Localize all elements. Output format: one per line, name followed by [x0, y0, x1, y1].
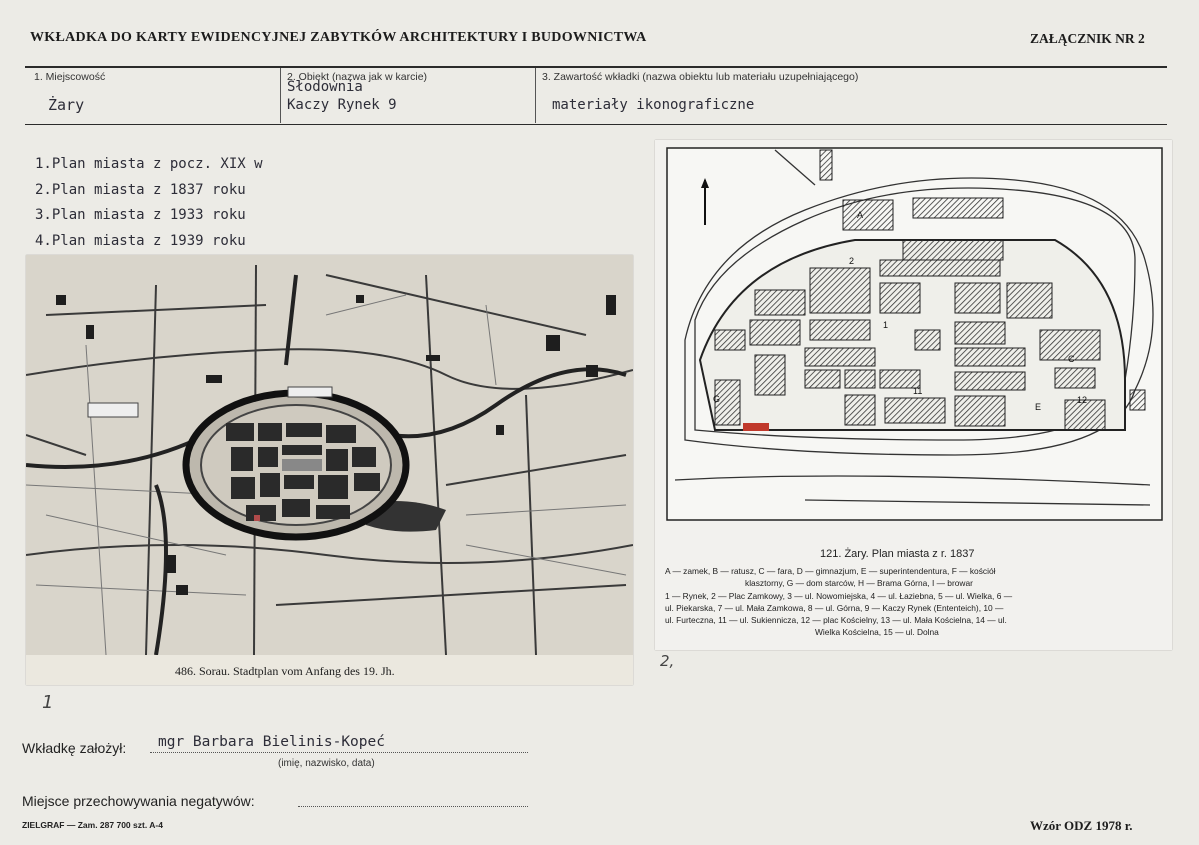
field-3-label: 3. Zawartość wkładki (nazwa obiektu lub materiału uzupełniającego) — [542, 71, 859, 83]
author-label: Wkładkę założył: — [22, 740, 127, 756]
storage-label: Miejsce przechowywania negatywów: — [22, 793, 255, 809]
svg-text:2: 2 — [849, 256, 855, 266]
svg-text:11: 11 — [913, 386, 923, 396]
plan-1837-map — [655, 140, 1172, 540]
plan-item-2: 2.Plan miasta z 1837 roku — [35, 182, 246, 198]
field-2-label: 2. Obiekt (nazwa jak w karcie) — [287, 71, 428, 83]
author-line — [150, 752, 528, 753]
legend-line-4: ul. Piekarska, 7 — ul. Mała Zamkowa, 8 — ul. Górna, 9 — Kaczy Rynek (Ententeich), 10 — — [665, 602, 1004, 613]
photo-1-number: 1 — [42, 692, 54, 713]
header-divider — [25, 66, 1167, 68]
historic-map-1 — [26, 255, 633, 685]
attachment-number: ZAŁĄCZNIK NR 2 — [1030, 31, 1145, 46]
fields-divider — [25, 124, 1167, 125]
legend-line-6: Wielka Kościelna, 15 — ul. Dolna — [815, 627, 939, 638]
svg-text:C: C — [1068, 354, 1075, 364]
map-letter-A: A — [857, 210, 864, 220]
field-3-value: materiały ikonograficzne — [552, 97, 755, 113]
photo-2-number: 2, — [660, 652, 675, 670]
svg-text:E: E — [1035, 402, 1042, 412]
map-2-legend — [665, 565, 1170, 639]
print-info: ZIELGRAF — Zam. 287 700 szt. A-4 — [22, 820, 163, 830]
author-hint: (imię, nazwisko, data) — [278, 758, 375, 769]
map-photo-1 — [26, 255, 633, 685]
svg-text:1: 1 — [883, 320, 889, 330]
legend-line-5: ul. Furteczna, 11 — ul. Sukiennicza, 12 — plac Kościelny, 13 — ul. Mała Kościelna, 14 — ul. — [665, 615, 1007, 626]
svg-text:12: 12 — [1077, 395, 1088, 405]
author-value: mgr Barbara Bielinis-Kopeć — [158, 734, 385, 750]
field-1-value: Żary — [48, 96, 85, 114]
field-2-value-line2: Kaczy Rynek 9 — [287, 97, 397, 113]
plan-item-3: 3.Plan miasta z 1933 roku — [35, 207, 246, 223]
field-divider-2 — [535, 68, 536, 123]
legend-line-3: 1 — Rynek, 2 — Plac Zamkowy, 3 — ul. Nowomiejska, 4 — ul. Łaziebna, 5 — ul. Wielka, 6 — — [665, 590, 1013, 601]
field-2-value-line1: Słodownia — [287, 79, 363, 95]
map-2-caption: 121. Żary. Plan miasta z r. 1837 — [820, 548, 975, 560]
legend-line-1: A — zamek, B — ratusz, C — fara, D — gimnazjum, E — superintendentura, F — kościół — [665, 566, 996, 576]
template-id: Wzór ODZ 1978 r. — [1030, 818, 1133, 833]
field-1-label: 1. Miejscowość — [34, 71, 106, 83]
field-divider-1 — [280, 68, 281, 123]
storage-line — [298, 806, 528, 807]
legend-line-2: klasztorny, G — dom starców, H — Brama Górna, I — browar — [745, 578, 973, 589]
svg-text:G: G — [713, 394, 721, 404]
map-1-caption: 486. Sorau. Stadtplan vom Anfang des 19. Jh. — [175, 664, 395, 678]
plan-item-4: 4.Plan miasta z 1939 roku — [35, 233, 246, 249]
form-title: WKŁADKA DO KARTY EWIDENCYJNEJ ZABYTKÓW ARCHITEKTURY I BUDOWNICTWA — [30, 30, 647, 45]
plan-item-1: 1.Plan miasta z pocz. XIX w — [35, 156, 263, 172]
